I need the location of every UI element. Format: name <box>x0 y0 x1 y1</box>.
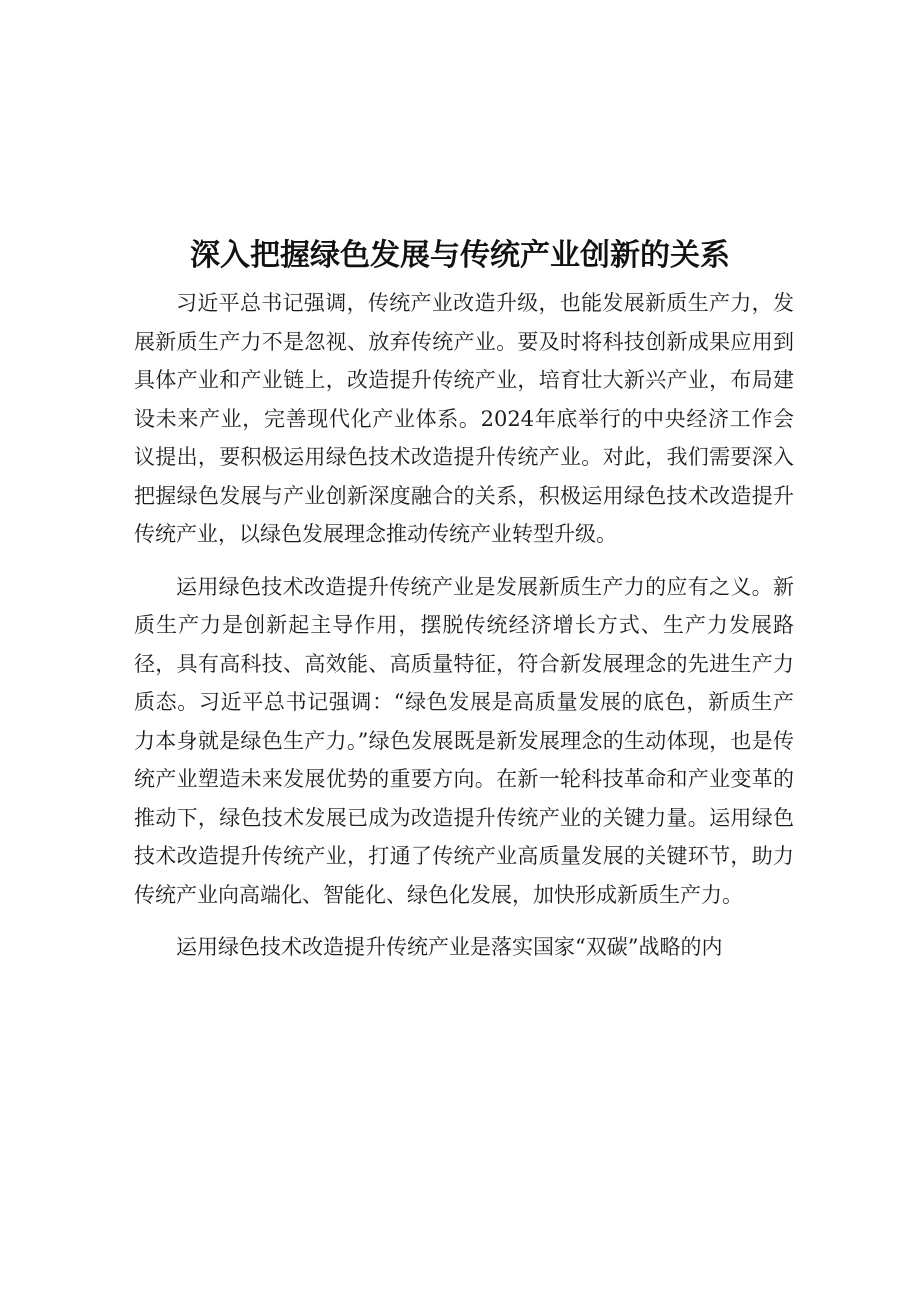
paragraph-3: 运用绿色技术改造提升传统产业是落实国家“双碳”战略的内 <box>176 935 723 959</box>
paragraph-1: 习近平总书记强调，传统产业改造升级，也能发展新质生产力，发展新质生产力不是忽视、放弃传统产业。要及时将科技创新成果应用到具体产业和产业链上，改造提升传统产业，培育壮大新兴产业，布局建设未来产业，完善现代化产业体系。2024年底举行的中央经济工作会议提出，要积极运用绿色技术改造提升传统产业。对此，我们需要深入把握绿色发展与产业创新深度融合的关系，积极运用绿色技术改造提升传统产业，以绿色发展理念推动传统产业转型升级。 <box>134 291 794 546</box>
document-body <box>134 284 794 981</box>
document-title: 深入把握绿色发展与传统产业创新的关系 <box>190 238 730 273</box>
paragraph-2: 运用绿色技术改造提升传统产业是发展新质生产力的应有之义。新质生产力是创新起主导作用，摆脱传统经济增长方式、生产力发展路径，具有高科技、高效能、高质量特征，符合新发展理念的先进生产力质态。习近平总书记强调：“绿色发展是高质量发展的底色，新质生产力本身就是绿色生产力。”绿色发展既是新发展理念的生动体现，也是传统产业塑造未来发展优势的重要方向。在新一轮科技革命和产业变革的推动下，绿色技术发展已成为改造提升传统产业的关键力量。运用绿色技术改造提升传统产业，打通了传统产业高质量发展的关键环节，助力传统产业向高端化、智能化、绿色化发展，加快形成新质生产力。 <box>134 574 794 907</box>
